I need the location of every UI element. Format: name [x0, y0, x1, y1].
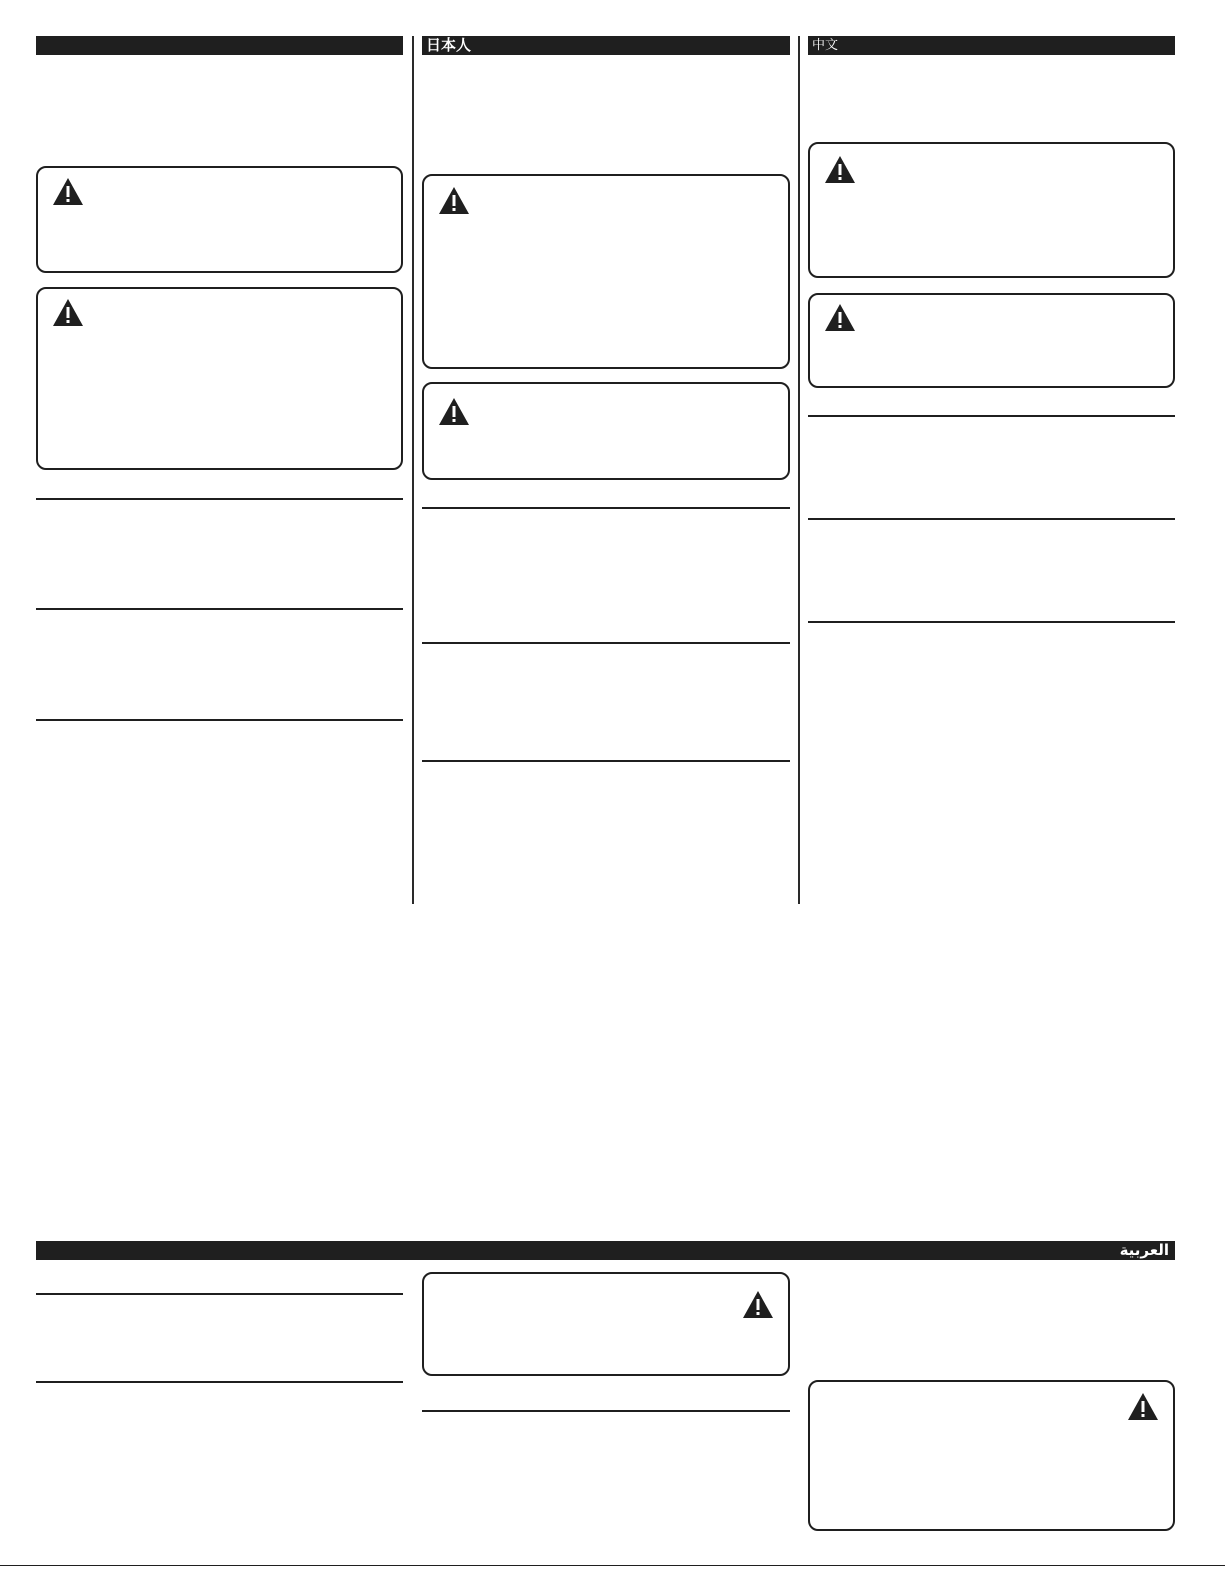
warning-triangle-icon: [438, 186, 470, 215]
warning-box: [422, 382, 790, 480]
warning-triangle-icon: [52, 298, 84, 327]
section-rule: [422, 760, 790, 762]
warning-box: [808, 293, 1175, 388]
warning-triangle-icon: [824, 155, 856, 184]
section-rule: [36, 608, 403, 610]
warning-box: [36, 166, 403, 273]
chinese-section-header-bar: [808, 36, 1175, 55]
warning-box: [422, 174, 790, 369]
section-rule: [808, 518, 1175, 520]
warning-triangle-icon: [824, 303, 856, 332]
warning-box: [808, 1380, 1175, 1531]
section-rule: [808, 621, 1175, 623]
section-rule: [422, 1410, 790, 1412]
arabic-section-header-bar: [36, 1241, 1175, 1260]
column-divider-right: [798, 36, 800, 904]
section-rule: [422, 507, 790, 509]
warning-box: [808, 142, 1175, 278]
warning-triangle-icon: [438, 397, 470, 426]
section-rule: [36, 498, 403, 500]
japanese-section-header-bar: [422, 36, 790, 55]
english-section-header-bar: [36, 36, 403, 55]
section-rule: [36, 1293, 403, 1295]
warning-triangle-icon: [742, 1290, 774, 1319]
page-bottom-rule: [0, 1565, 1225, 1566]
column-divider-left: [412, 36, 414, 904]
warning-box: [36, 287, 403, 470]
section-rule: [808, 415, 1175, 417]
section-rule: [422, 642, 790, 644]
warning-triangle-icon: [52, 177, 84, 206]
japanese-section-label: 日本人: [426, 36, 472, 54]
warning-box: [422, 1272, 790, 1376]
warning-triangle-icon: [1127, 1392, 1159, 1421]
section-rule: [36, 719, 403, 721]
arabic-section-label: العربية: [1119, 1241, 1169, 1259]
section-rule: [36, 1381, 403, 1383]
chinese-section-label: 中文: [812, 38, 839, 53]
